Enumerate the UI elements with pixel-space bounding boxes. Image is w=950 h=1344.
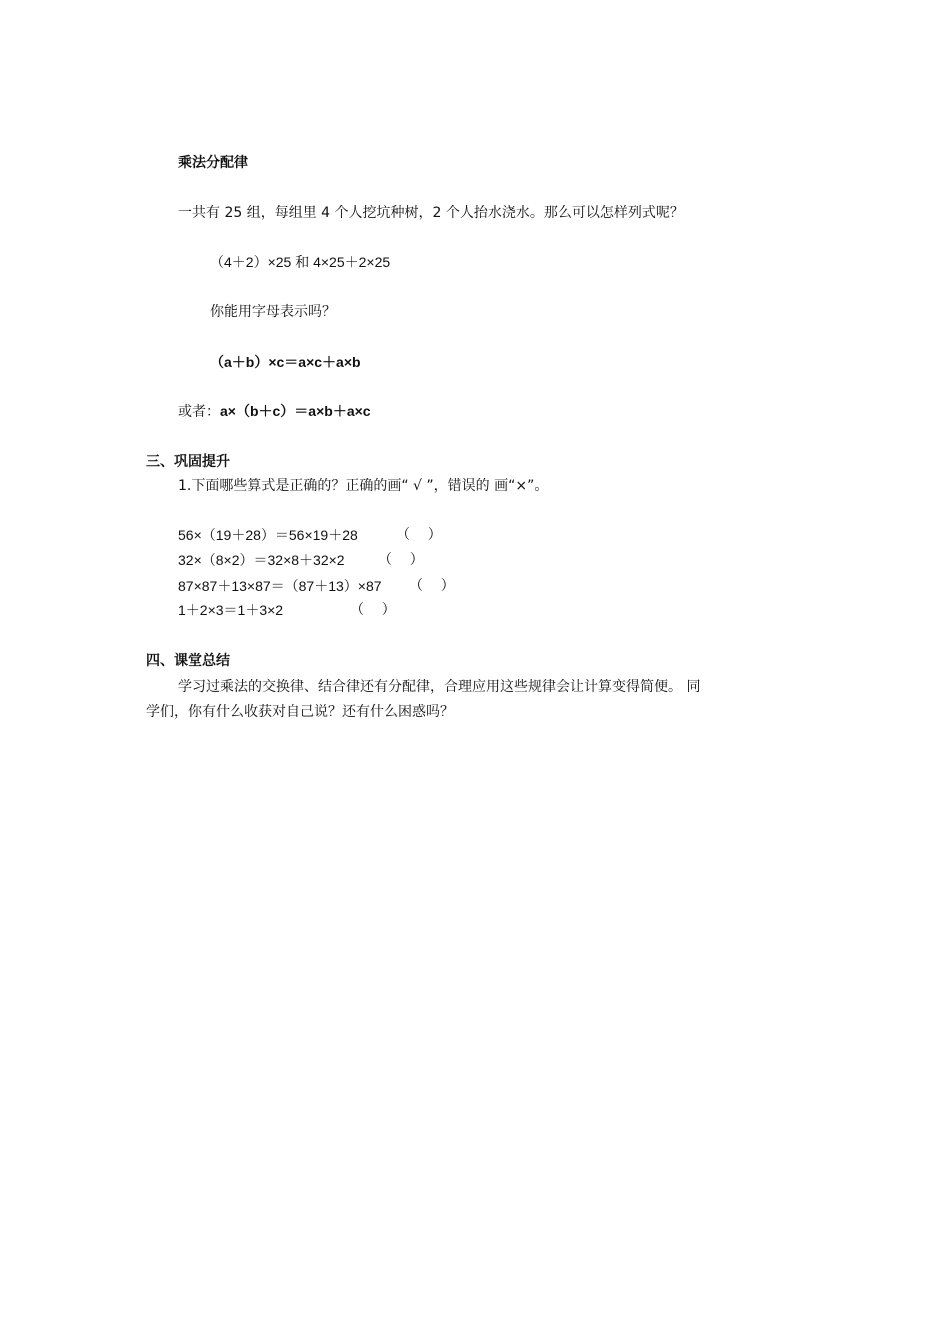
problem-text: 一共有 25 组，每组里 4 个人挖坑种树，2 个人抬水浇水。那么可以怎样列式呢？ [178, 205, 684, 221]
question-text: 你能用字母表示吗？ [210, 304, 336, 320]
expression: （4＋2）×25 和 4×25＋2×25 [210, 254, 391, 270]
alt-formula: a×（b＋c）＝a×b＋a×c [220, 403, 371, 419]
alt-formula-prefix: 或者： [178, 404, 220, 420]
exercise-expr-4: 1＋2×3＝1＋3×2 [178, 602, 284, 618]
formula: （a＋b）×c＝a×c＋a×b [210, 354, 361, 370]
section4-heading: 四、课堂总结 [146, 653, 230, 669]
exercise-blank-3: （ ） [409, 578, 455, 594]
exercise-blank-4: （ ） [350, 602, 396, 618]
exercise-blank-2: （ ） [378, 552, 424, 568]
section4-text-line2: 学们，你有什么收获对自己说？还有什么困惑吗？ [146, 704, 454, 720]
exercise-expr-3: 87×87＋13×87＝（87＋13）×87 [178, 578, 382, 594]
section4-text-line1: 学习过乘法的交换律、结合律还有分配律，合理应用这些规律会让计算变得简便。 同 [178, 679, 701, 695]
alt-formula-line [178, 401, 371, 422]
exercise-blank-1: （ ） [396, 527, 442, 543]
exercise-expr-1: 56×（19＋28）＝56×19＋28 [178, 527, 358, 543]
section-title: 乘法分配律 [178, 155, 248, 171]
exercise-expr-2: 32×（8×2）＝32×8＋32×2 [178, 552, 345, 568]
section3-instruction: 1.下面哪些算式是正确的？正确的画“ √ ”，错误的 画“×”。 [178, 478, 549, 494]
section3-heading: 三、巩固提升 [146, 454, 230, 470]
